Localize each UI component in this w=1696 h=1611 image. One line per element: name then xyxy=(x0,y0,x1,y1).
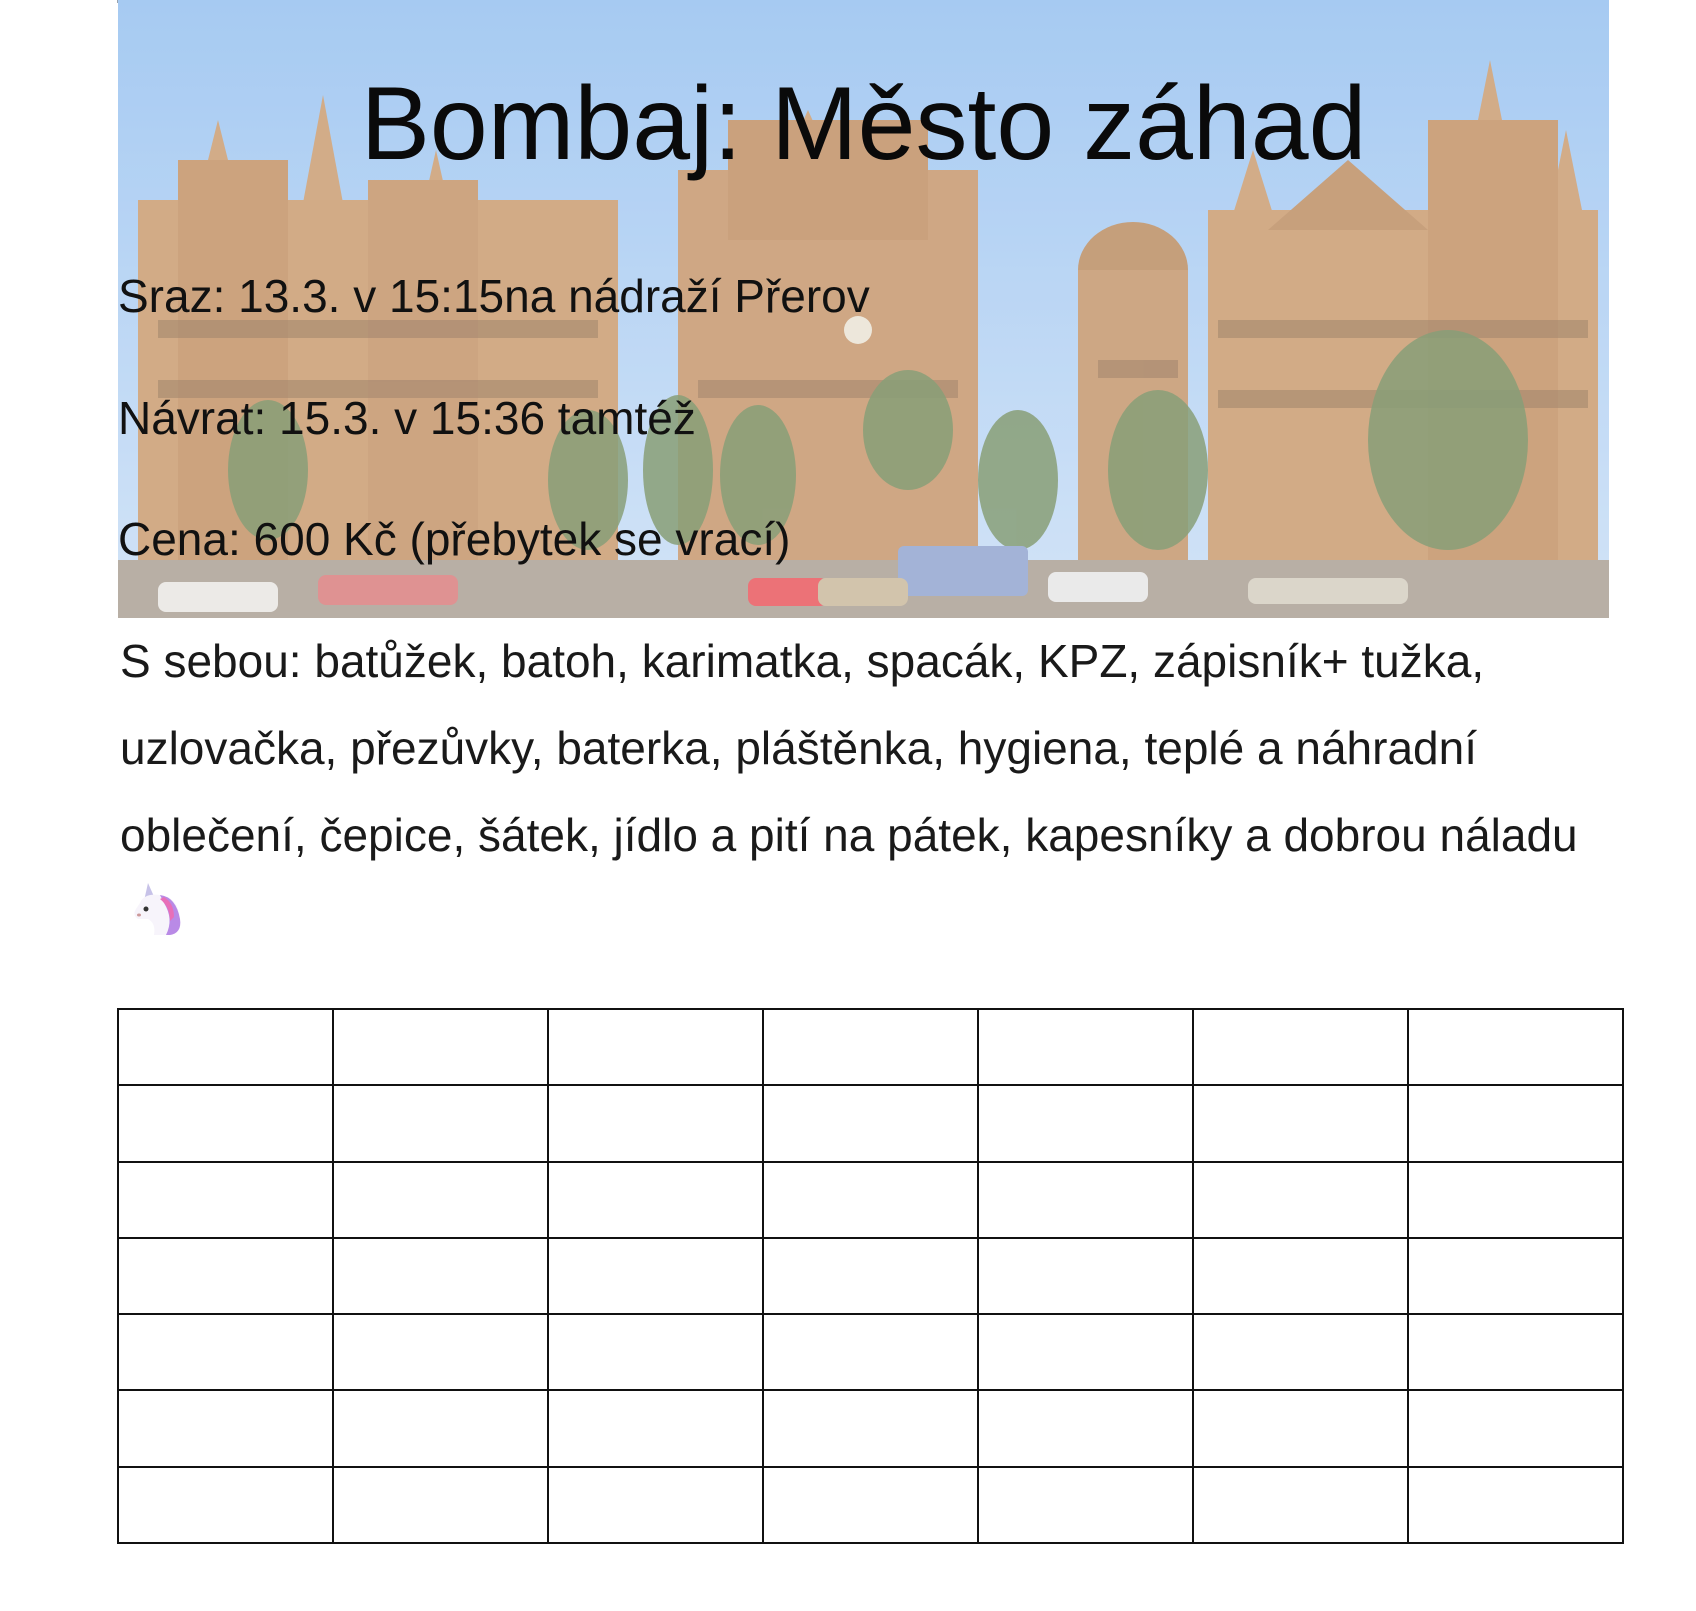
table-cell xyxy=(1193,1085,1408,1161)
table-row xyxy=(118,1390,1623,1466)
table-cell xyxy=(118,1390,333,1466)
table-cell xyxy=(1408,1162,1623,1238)
table-cell xyxy=(333,1009,548,1085)
table-cell xyxy=(763,1238,978,1314)
table-row xyxy=(118,1009,1623,1085)
table-cell xyxy=(1408,1238,1623,1314)
table-cell xyxy=(1193,1162,1408,1238)
table-cell xyxy=(763,1467,978,1543)
table-cell xyxy=(548,1162,763,1238)
header-banner xyxy=(118,0,1609,618)
table-cell xyxy=(1193,1314,1408,1390)
table-cell xyxy=(1408,1085,1623,1161)
table-cell xyxy=(763,1390,978,1466)
table-cell xyxy=(1193,1009,1408,1085)
table-cell xyxy=(548,1314,763,1390)
table-cell xyxy=(1193,1238,1408,1314)
table-row xyxy=(118,1238,1623,1314)
table-row xyxy=(118,1085,1623,1161)
table-cell xyxy=(1408,1467,1623,1543)
table-cell xyxy=(1408,1390,1623,1466)
table-cell xyxy=(1193,1467,1408,1543)
table-cell xyxy=(333,1085,548,1161)
table-cell xyxy=(763,1314,978,1390)
table-row xyxy=(118,1162,1623,1238)
table-cell xyxy=(978,1085,1193,1161)
table-cell xyxy=(548,1085,763,1161)
blank-grid-table xyxy=(117,1008,1624,1544)
table-cell xyxy=(333,1390,548,1466)
page-title: Bombaj: Město záhad xyxy=(360,66,1367,182)
table-cell xyxy=(118,1085,333,1161)
table-cell xyxy=(1408,1009,1623,1085)
return-info: Návrat: 15.3. v 15:36 tamtéž xyxy=(118,392,696,444)
table-row xyxy=(118,1467,1623,1543)
table-cell xyxy=(548,1467,763,1543)
table-cell xyxy=(978,1009,1193,1085)
table-cell xyxy=(333,1467,548,1543)
table-cell xyxy=(333,1238,548,1314)
table-cell xyxy=(118,1314,333,1390)
price-info: Cena: 600 Kč (přebytek se vrací) xyxy=(118,513,791,565)
table-cell xyxy=(333,1314,548,1390)
table-cell xyxy=(118,1238,333,1314)
table-cell xyxy=(763,1162,978,1238)
table-cell xyxy=(763,1009,978,1085)
table-cell xyxy=(548,1390,763,1466)
table-cell xyxy=(548,1009,763,1085)
table-cell xyxy=(978,1314,1193,1390)
table-row xyxy=(118,1314,1623,1390)
table-cell xyxy=(1193,1390,1408,1466)
meet-info: Sraz: 13.3. v 15:15na nádraží Přerov xyxy=(118,270,870,322)
table-cell xyxy=(333,1162,548,1238)
table-cell xyxy=(118,1162,333,1238)
table-cell xyxy=(978,1162,1193,1238)
table-cell xyxy=(978,1467,1193,1543)
unicorn-icon xyxy=(130,878,186,965)
packing-list xyxy=(120,618,1620,969)
table-cell xyxy=(978,1238,1193,1314)
table-cell xyxy=(118,1467,333,1543)
table-cell xyxy=(118,1009,333,1085)
packing-text: S sebou: batůžek, batoh, karimatka, spacák, KPZ, zápisník+ tužka, uzlovačka, přezůvky, baterka, pláštěnka, hygiena, teplé a náhradní oblečení, čepice, šátek, jídlo a pití na pátek, kapesníky a dobrou náladu xyxy=(120,635,1578,861)
table-cell xyxy=(1408,1314,1623,1390)
table-cell xyxy=(548,1238,763,1314)
table-cell xyxy=(978,1390,1193,1466)
table-cell xyxy=(763,1085,978,1161)
